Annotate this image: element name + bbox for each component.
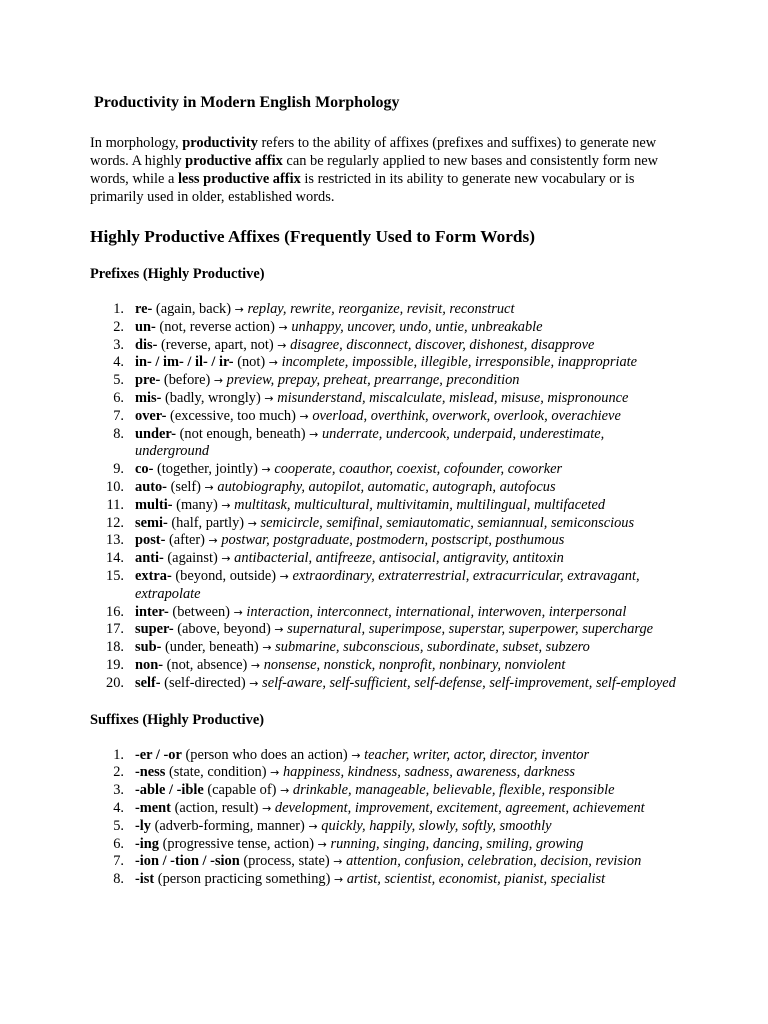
suffixes-heading: Suffixes (Highly Productive) [90, 711, 265, 728]
list-number: 5. [113, 372, 124, 389]
affix-meaning: (person practicing something) [154, 871, 335, 888]
affix-meaning: (not, reverse action) [155, 318, 279, 335]
list-number: 10. [106, 478, 124, 495]
suffix-item [90, 764, 680, 782]
arrow-icon: → [299, 409, 309, 423]
list-number: 12. [106, 514, 124, 531]
suffix-item [90, 871, 680, 889]
affix-meaning: (together, jointly) [153, 461, 262, 478]
affix-meaning: (state, condition) [165, 764, 271, 781]
list-number: 4. [113, 799, 124, 816]
examples: underrate, undercook, underpaid, underestimate, underground [135, 425, 605, 460]
list-number: 16. [106, 603, 124, 620]
affix-meaning: (self) [166, 478, 205, 495]
arrow-icon: → [247, 516, 257, 530]
prefix-item [90, 497, 680, 515]
prefix-item [90, 301, 680, 319]
prefix-item [90, 657, 680, 675]
arrow-icon: → [221, 498, 231, 512]
arrow-icon: → [333, 855, 343, 869]
examples: running, singing, dancing, smiling, growing [330, 835, 584, 852]
examples: nonsense, nonstick, nonprofit, nonbinary, nonviolent [263, 656, 566, 673]
affix-meaning: (action, result) [170, 799, 263, 816]
affix: auto- [135, 478, 167, 495]
affix: self- [135, 674, 161, 691]
affix-meaning: (capable of) [203, 782, 281, 799]
prefix-item [90, 461, 680, 479]
list-number: 14. [106, 550, 124, 567]
page-title: Productivity in Modern English Morphology [94, 94, 400, 111]
arrow-icon: → [250, 658, 261, 672]
examples: preview, prepay, preheat, prearrange, precondition [226, 372, 520, 389]
affix: -ly [135, 817, 151, 834]
list-number: 15. [106, 567, 124, 584]
suffix-item [90, 747, 680, 765]
list-number: 3. [113, 782, 124, 799]
prefix-list [90, 301, 690, 693]
arrow-icon: → [262, 641, 272, 655]
prefix-item [90, 319, 680, 337]
list-number: 2. [113, 764, 124, 781]
suffix-item [90, 800, 680, 818]
arrow-icon: → [213, 374, 224, 388]
examples: quickly, happily, slowly, softly, smoothly [321, 817, 552, 834]
affix-meaning: (against) [163, 550, 222, 567]
affix: pre- [135, 372, 161, 389]
affix: post- [135, 532, 166, 549]
prefix-item [90, 675, 680, 693]
section-heading: Highly Productive Affixes (Frequently Used to Form Words) [90, 227, 535, 246]
prefix-item [90, 550, 680, 568]
list-number: 5. [113, 817, 124, 834]
intro-term-less-productive-affix: less productive affix [177, 171, 301, 187]
arrow-icon: → [309, 427, 319, 441]
suffix-item [90, 853, 680, 871]
affix-meaning: (many) [172, 496, 222, 513]
list-number: 7. [113, 407, 124, 424]
affix: under- [135, 425, 177, 442]
intro-text: In morphology, [90, 135, 183, 151]
affix: un- [135, 318, 156, 335]
examples: disagree, disconnect, discover, dishonest, disapprove [290, 336, 595, 353]
prefix-item [90, 515, 680, 533]
affix: dis- [135, 336, 158, 353]
affix: non- [135, 656, 163, 673]
prefix-item [90, 639, 680, 657]
prefix-item [90, 426, 680, 462]
affix-meaning: (not, absence) [163, 656, 251, 673]
affix-meaning: (under, beneath) [161, 639, 263, 656]
examples: multitask, multicultural, multivitamin, multilingual, multifaceted [234, 496, 606, 513]
suffix-item [90, 836, 680, 854]
arrow-icon: → [280, 784, 290, 798]
arrow-icon: → [317, 837, 327, 851]
arrow-icon: → [279, 569, 289, 583]
affix: -ion / -tion / -sion [135, 853, 240, 870]
arrow-icon: → [278, 320, 288, 334]
arrow-icon: → [249, 676, 259, 690]
prefix-item [90, 532, 680, 550]
intro-term-productivity: productivity [182, 135, 258, 151]
affix: re- [135, 301, 153, 317]
prefix-item [90, 337, 680, 355]
suffix-item [90, 818, 680, 836]
affix: anti- [135, 550, 164, 567]
arrow-icon: → [234, 303, 244, 316]
examples: artist, scientist, economist, pianist, specialist [346, 871, 606, 888]
affix: co- [135, 461, 154, 478]
intro-term-productive-affix: productive affix [185, 153, 283, 169]
affix-meaning: (badly, wrongly) [161, 389, 265, 406]
prefixes-heading: Prefixes (Highly Productive) [90, 266, 265, 282]
list-number: 6. [113, 389, 124, 406]
affix-meaning: (half, partly) [167, 514, 248, 531]
affix-meaning: (after) [165, 532, 209, 549]
affix: -ist [135, 871, 155, 888]
arrow-icon: → [208, 534, 218, 548]
examples: happiness, kindness, sadness, awareness, darkness [282, 764, 576, 781]
list-number: 7. [113, 853, 124, 870]
list-number: 2. [113, 318, 124, 335]
list-number: 19. [106, 656, 124, 673]
affix-meaning: (between) [168, 603, 234, 620]
list-number: 17. [106, 621, 124, 638]
affix: inter- [135, 603, 169, 620]
affix-meaning: (beyond, outside) [171, 567, 280, 584]
affix: in- / im- / il- / ir- [135, 354, 234, 371]
affix: super- [135, 621, 174, 638]
affix-meaning: (self-directed) [160, 674, 250, 691]
arrow-icon: → [277, 338, 287, 352]
examples: autobiography, autopilot, automatic, autograph, autofocus [217, 478, 556, 495]
examples: antibacterial, antifreeze, antisocial, antigravity, antitoxin [234, 550, 564, 567]
arrow-icon: → [262, 801, 272, 815]
affix-meaning: (before) [160, 372, 214, 389]
examples: overload, overthink, overwork, overlook, overachieve [312, 407, 621, 424]
affix-meaning: (above, beyond) [173, 621, 275, 638]
affix: multi- [135, 496, 173, 513]
arrow-icon: → [334, 873, 344, 887]
arrow-icon: → [268, 356, 278, 370]
examples: semicircle, semifinal, semiautomatic, semiannual, semiconscious [260, 514, 635, 531]
prefix-item [90, 568, 680, 604]
examples: incomplete, impossible, illegible, irresponsible, inappropriate [281, 354, 638, 371]
arrow-icon: → [204, 480, 214, 494]
list-number: 8. [113, 425, 124, 442]
affix-meaning: (progressive tense, action) [159, 835, 318, 852]
examples: self-aware, self-sufficient, self-defense, self-improvement, self-employed [262, 674, 676, 691]
arrow-icon: → [233, 605, 243, 619]
affix-meaning: (reverse, apart, not) [157, 336, 278, 353]
prefix-item [90, 354, 680, 372]
examples: interaction, interconnect, international, interwoven, interpersonal [246, 603, 627, 620]
affix-meaning: (adverb-forming, manner) [151, 817, 309, 834]
list-number: 4. [113, 354, 124, 371]
list-number: 8. [113, 871, 124, 888]
affix-meaning: (process, state) [239, 853, 334, 870]
examples: postwar, postgraduate, postmodern, postscript, posthumous [221, 532, 565, 549]
arrow-icon: → [308, 819, 318, 833]
examples: teacher, writer, actor, director, inventor [364, 746, 590, 763]
affix-meaning: (person who does an action) [181, 746, 352, 763]
list-number: 20. [106, 674, 124, 691]
examples: development, improvement, excitement, agreement, achievement [274, 799, 645, 816]
intro-paragraph [90, 134, 670, 206]
suffix-item [90, 782, 680, 800]
affix-meaning: (again, back) [152, 301, 235, 317]
prefix-item [90, 390, 680, 408]
affix-meaning: (excessive, too much) [166, 407, 300, 424]
affix: -ment [135, 799, 171, 816]
intro-text: is restricted in its ability to generate new vocabulary or is primarily used in older, established words. [90, 171, 635, 205]
arrow-icon: → [274, 623, 284, 637]
list-number: 6. [113, 835, 124, 852]
examples: submarine, subconscious, subordinate, subset, subzero [275, 639, 590, 656]
affix: sub- [135, 639, 162, 656]
examples: unhappy, uncover, undo, untie, unbreakable [291, 318, 543, 335]
prefix-item [90, 479, 680, 497]
affix: -able / -ible [135, 782, 204, 799]
arrow-icon: → [261, 463, 271, 477]
list-number: 1. [113, 746, 124, 763]
arrow-icon: → [351, 748, 361, 762]
examples: misunderstand, miscalculate, mislead, misuse, mispronounce [277, 389, 629, 406]
intro-text: can be regularly applied to new bases and consistently form new words, while a [90, 153, 659, 187]
examples: extraordinary, extraterrestrial, extracurricular, extravagant, extrapolate [135, 567, 640, 602]
list-number: 13. [106, 532, 124, 549]
intro-text: refers to the ability of affixes (prefixes and suffixes) to generate new words. A highly [90, 135, 657, 169]
list-number: 3. [113, 336, 124, 353]
affix-meaning: (not) [233, 354, 269, 371]
affix: -er / -or [135, 746, 182, 763]
document-page [90, 92, 690, 907]
examples: cooperate, coauthor, coexist, cofounder, coworker [274, 461, 563, 478]
prefix-item [90, 408, 680, 426]
prefix-item [90, 604, 680, 622]
affix: -ness [135, 764, 166, 781]
examples: replay, rewrite, reorganize, revisit, reconstruct [247, 301, 515, 317]
list-number: 18. [106, 639, 124, 656]
prefix-item [90, 621, 680, 639]
suffix-list [90, 747, 690, 889]
affix: over- [135, 407, 167, 424]
examples: supernatural, superimpose, superstar, superpower, supercharge [287, 621, 654, 638]
affix: -ing [135, 835, 159, 852]
arrow-icon: → [270, 766, 280, 780]
examples: drinkable, manageable, believable, flexible, responsible [292, 782, 615, 799]
arrow-icon: → [264, 391, 274, 405]
arrow-icon: → [221, 552, 231, 566]
examples: attention, confusion, celebration, decision, revision [346, 853, 642, 870]
list-number: 1. [113, 301, 124, 317]
list-number: 11. [106, 496, 124, 513]
list-number: 9. [113, 461, 124, 478]
affix: extra- [135, 567, 172, 584]
affix-meaning: (not enough, beneath) [176, 425, 310, 442]
prefix-item [90, 372, 680, 390]
affix: semi- [135, 514, 168, 531]
affix: mis- [135, 389, 162, 406]
